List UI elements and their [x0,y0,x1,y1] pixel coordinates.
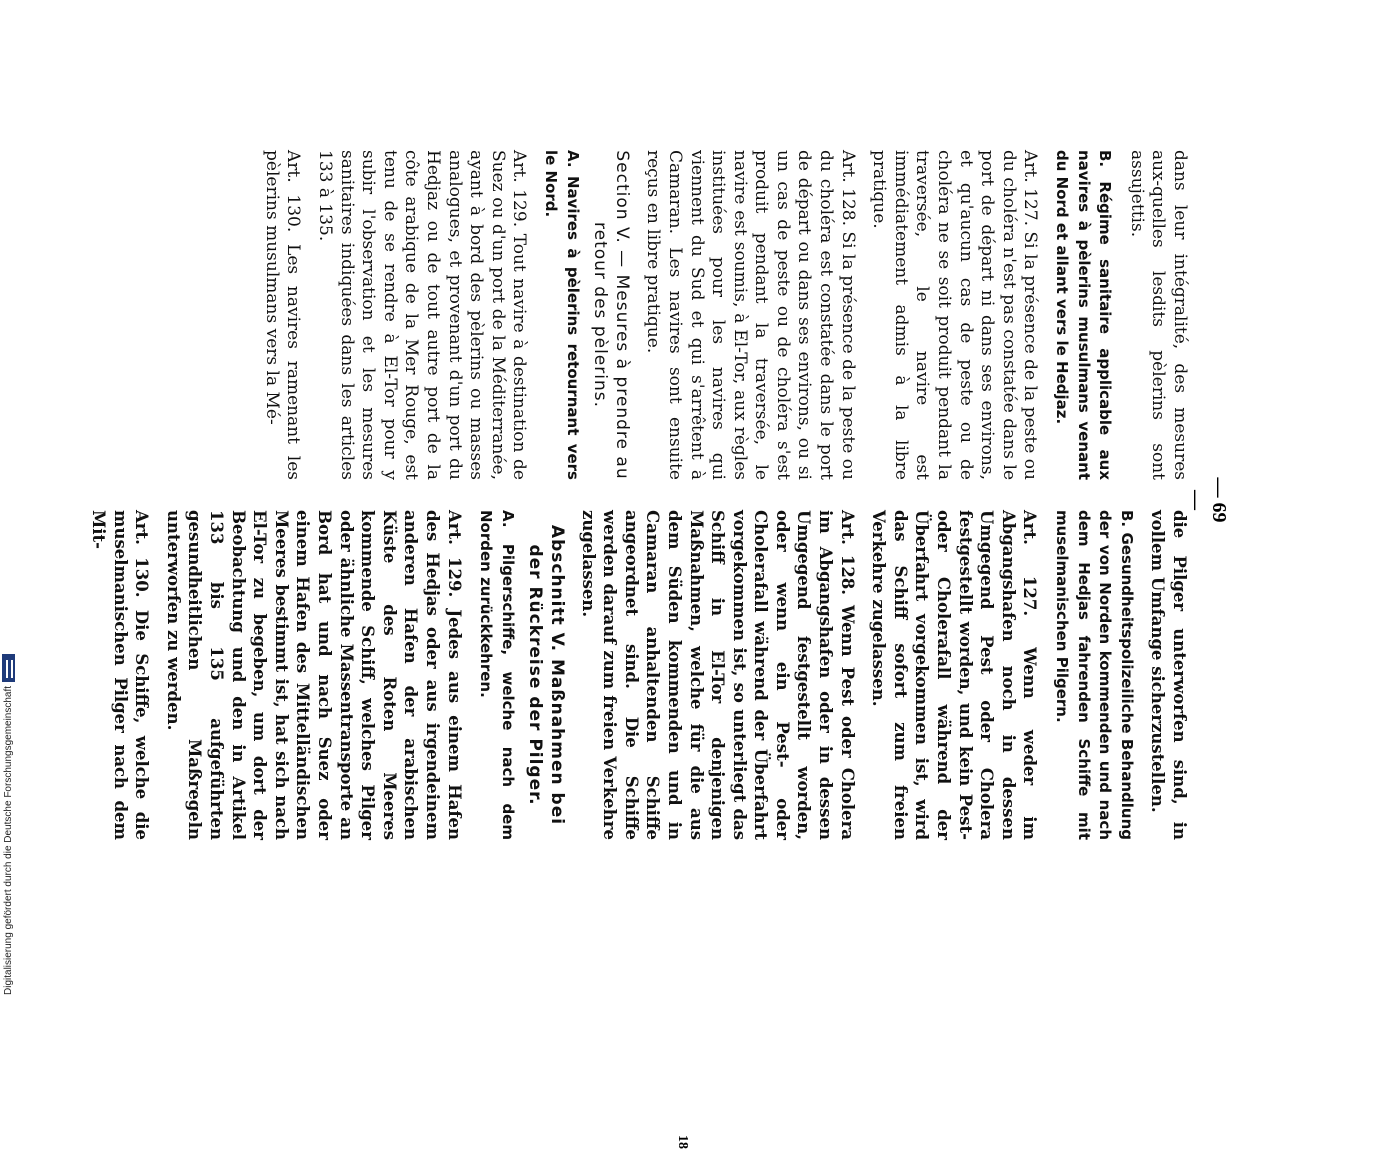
rotated-page-content [89,150,1230,1149]
paragraph: dans leur intégralité, des mesures aux-quelles lesdits pèlerins sont assujettis. [1126,150,1190,480]
article-130: Art. 130. Die Schiffe, welche die muselmanischen Pilger nach dem Mit- [89,510,152,840]
section-heading: A. Pilgerschiffe, welche nach dem Norden zurückkehren. [477,510,517,840]
article-128: Art. 128. Wenn Pest oder Cholera im Abgangshafen oder in dessen Umgegend festgestellt worden, oder wenn ein Pest- oder Cholerafall während der Überfahrt vorgekommen ist, so unterliegt das Schiff in El-Tor denjenigen Maßnahmen, welche für die aus dem Süden kommenden und in Camaran anhaltenden Schiffe angeordnet sind. Die Schiffe werden darauf zum freien Verkehre zugelassen. [578,510,857,840]
french-column [250,150,1190,480]
article-128: Art. 128. Si la présence de la peste ou du choléra est constatée dans le port de départ ou dans ses environs, ou si un cas de peste ou de choléra s'est produit pendant la traversée, le navire est soumis, à El-Tor, aux règles instituées pour les navires qui viennent du Sud et qui s'arrêtent à Camaran. Les navires sont ensuite reçus en libre pratique. [643,150,858,480]
credit-text: Digitalisierung gefördert durch die Deutsche Forschungsgemeinschaft [3,685,14,995]
section-title: Abschnitt V. Maßnahmen bei der Rückreise der Pilger. [525,524,567,826]
article-129: Art. 129. Jedes aus einem Hafen des Hedjas oder aus irgendeinem anderen Hafen der arabischen Küste des Roten Meeres kommende Schiff, welches Pilger oder ähnliche Massentransporte an Bord hat und nach Suez oder einem Hafen des Mittelländischen Meeres bestimmt ist, hat sich nach El-Tor zu begeben, um dort der Beobachtung und den in Artikel 133 bis 135 aufgeführten gesundheitlichen Maßregeln unterworfen zu werden. [163,510,464,840]
digitization-credit [2,595,15,995]
section-heading: A. Navires à pèlerins retournant vers le Nord. [541,150,582,480]
paragraph: die Pilger unterworfen sind, in vollem Umfange sicherzustellen. [1148,510,1189,840]
dfg-logo [2,654,15,682]
article-129: Art. 129. Tout navire à destination de Suez ou d'un port de la Méditerranée, ayant à bord des pèlerins ou masses analogues, et provenant d'un port du Hedjaz ou de tout autre port de la côte arabique de la Mer Rouge, est tenu de se rendre à El-Tor pour y subir l'observation et les mesures sanitaires indiquées dans les articles 133 à 135. [315,150,530,480]
section-heading: B. Régime sanitaire applicable aux navires à pèlerins musulmans venant du Nord et allant vers le Hedjaz. [1053,150,1115,480]
article-127: Art. 127. Si la présence de la peste ou du choléra n'est pas constatée dans le port de départ ni dans ses environs, et qu'aucun cas de peste ou de choléra ne se soit produit pendant la traversée, le navire est immédiatement admis à la libre pratique. [869,150,1041,480]
section-title: Section V. — Mesures à prendre au retour des pèlerins. [590,150,632,480]
article-127: Art. 127. Wenn weder im Abgangshafen noch in dessen Umgegend Pest oder Cholera festgestellt worden, und kein Pest- oder Cholerafall während der Überfahrt vorgekommen ist, wird das Schiff sofort zum freien Verkehre zugelassen. [869,510,1040,840]
section-heading: B. Gesundheitspolizeiliche Behandlung der von Norden kommenden und nach dem Hedjas fahrenden Schiffe mit muselmanischen Pilgern. [1053,510,1136,840]
sheet-number: 18 [675,1135,690,1149]
german-column [78,510,1191,840]
page-number: — 69 — [1185,477,1230,523]
article-130: Art. 130. Les navires ramenant les pèlerins musulmans vers la Mé- [261,150,304,480]
